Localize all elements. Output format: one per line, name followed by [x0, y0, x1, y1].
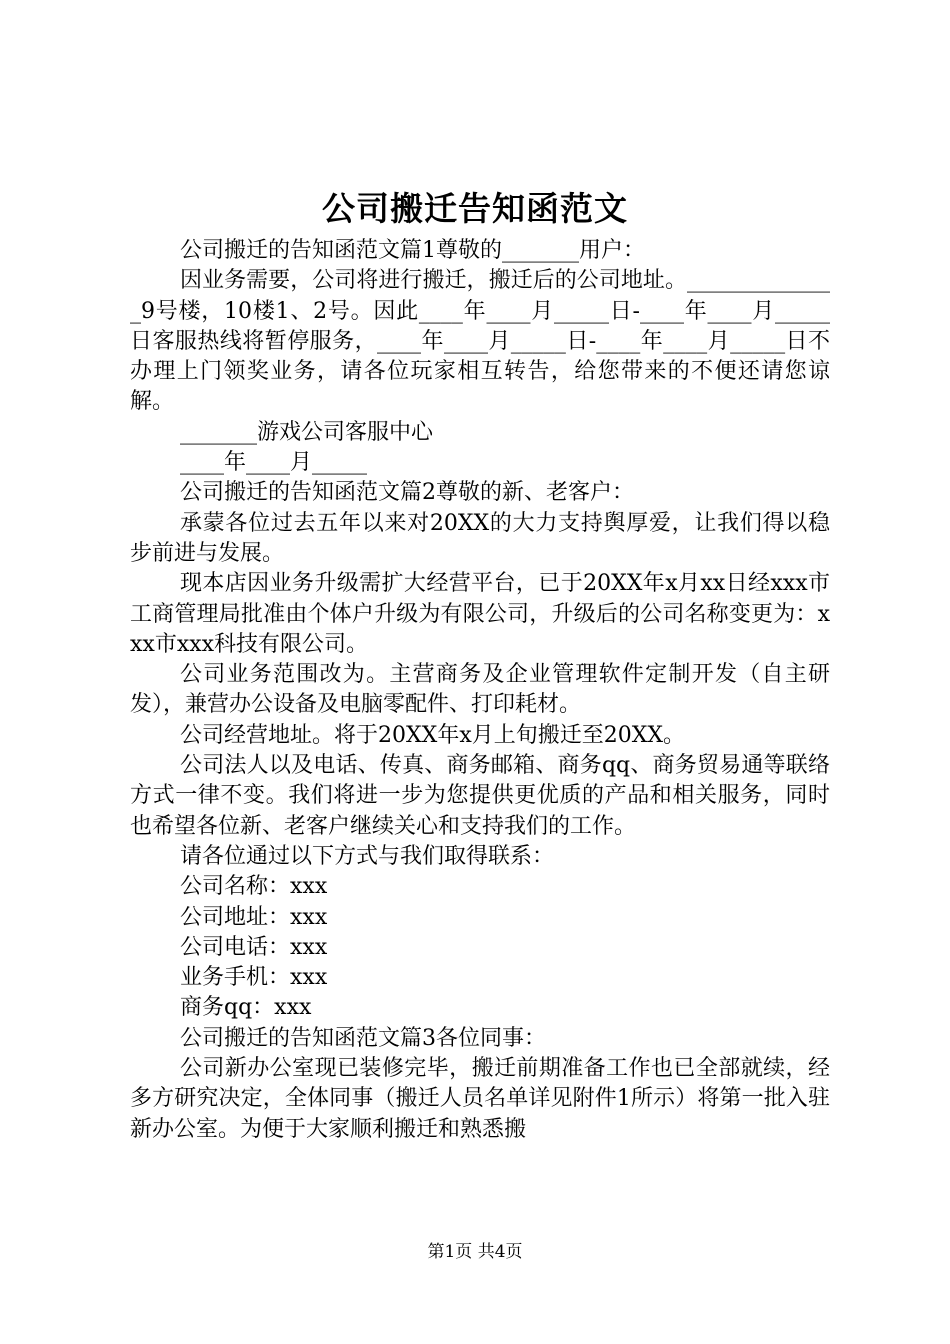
paragraph: ____年____月_____	[180, 450, 368, 476]
paragraph: 公司经营地址。将于20XX年x月上旬搬迁至20XX。	[180, 722, 686, 748]
paragraph: 现本店因业务升级需扩大经营平台，已于20XX年x月xx日经xxx市工商管理局批准由个体户升级为有限公司，升级后的公司名称变更为：xxx市xxx科技有限公司。	[130, 571, 830, 657]
paragraph: 请各位通过以下方式与我们取得联系：	[180, 843, 555, 869]
paragraph: 因业务需要，公司将进行搬迁，搬迁后的公司地址。______________9号楼，10楼1、2号。因此____年____月_____日-____年____月_____日客服热线将暂停服务，____年____月_____日-____年____月_____日不办理上门领奖业务，请各位玩家相互转告，给您带来的不便还请您谅解。	[130, 268, 830, 415]
paragraph: 公司法人以及电话、传真、商务邮箱、商务qq、商务贸易通等联络方式一律不变。我们将进一步为您提供更优质的产品和相关服务，同时也希望各位新、老客户继续关心和支持我们的工作。	[130, 753, 830, 839]
page-number-footer: 第1页 共4页	[427, 1242, 523, 1262]
paragraph: 公司搬迁的告知函范文篇1尊敬的_______用户：	[180, 238, 645, 263]
paragraph: 公司电话：xxx	[180, 934, 328, 960]
paragraph: _______游戏公司客服中心	[180, 419, 434, 445]
paragraph: 业务手机：xxx	[180, 965, 328, 991]
paragraph: 公司搬迁的告知函范文篇2尊敬的新、老客户：	[180, 480, 634, 506]
document-body	[130, 236, 830, 1145]
document-title: 公司搬迁告知函范文	[322, 189, 628, 228]
paragraph: 公司搬迁的告知函范文篇3各位同事：	[180, 1025, 546, 1051]
paragraph: 公司名称：xxx	[180, 874, 328, 900]
paragraph: 公司地址：xxx	[180, 904, 328, 930]
paragraph: 公司业务范围改为。主营商务及企业管理软件定制开发（自主研发），兼营办公设备及电脑零配件、打印耗材。	[130, 662, 830, 718]
paragraph: 承蒙各位过去五年以来对20XX的大力支持舆厚爱，让我们得以稳步前进与发展。	[130, 510, 830, 566]
paragraph: 商务qq：xxx	[180, 995, 312, 1021]
paragraph: 公司新办公室现已装修完毕，搬迁前期准备工作也已全部就续，经多方研究决定，全体同事（搬迁人员名单详见附件1所示）将第一批入驻新办公室。为便于大家顺利搬迁和熟悉搬	[130, 1056, 830, 1142]
